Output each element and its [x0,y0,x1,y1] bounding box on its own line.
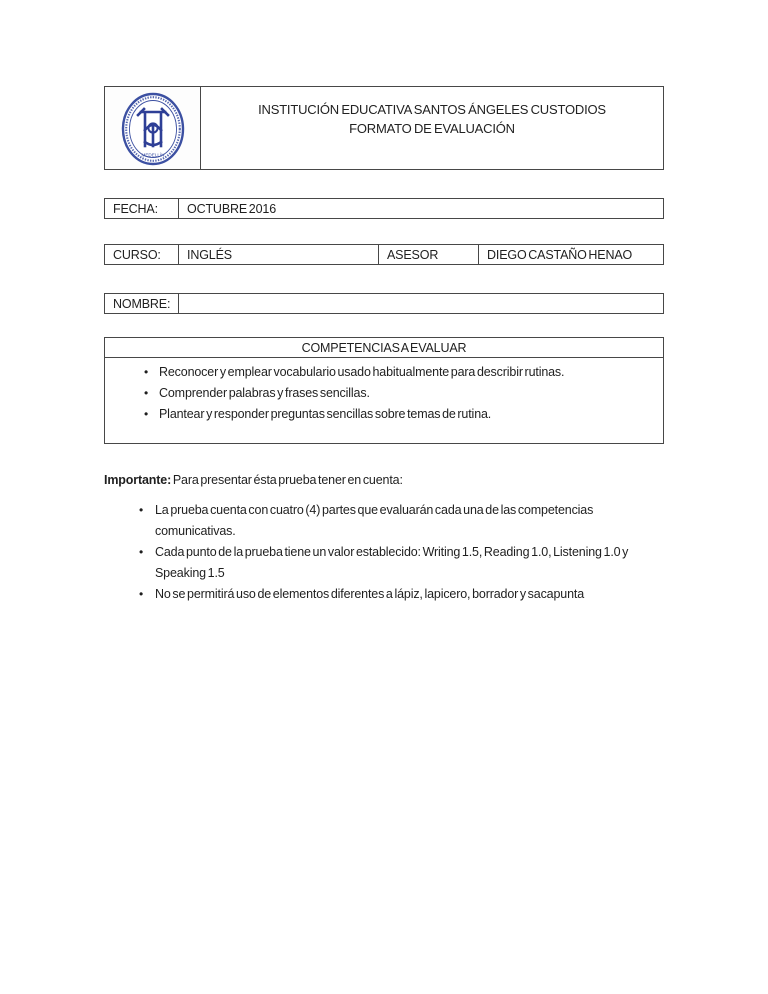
curso-value: INGLÉS [179,245,379,264]
importante-list [104,500,666,605]
nombre-table [104,293,664,314]
competencias-table [104,337,664,444]
instruction-text: Cada punto de la prueba tiene un valor establecido: Writing 1.5, Reading 1.0, Listening 1.0 y Speaking 1.5 [155,545,629,580]
seal-city-text: MEDELLÍN [141,152,164,158]
list-item [135,383,653,404]
asesor-label: ASESOR [379,245,479,264]
document-type: FORMATO DE EVALUACIÓN [349,121,515,136]
asesor-value: DIEGO CASTAÑO HENAO [487,247,633,262]
instruction-text: La prueba cuenta con cuatro (4) partes que evaluarán cada una de las competencias comunicativas. [155,503,594,538]
importante-label: Importante: [104,473,172,487]
instruction-text: No se permitirá uso de elementos diferentes a lápiz, lapicero, borrador y sacapunta [155,587,585,601]
bullet-icon [135,362,157,383]
logo-cell [105,87,201,169]
list-item [130,500,666,542]
list-item [135,404,653,425]
institution-name: INSTITUCIÓN EDUCATIVA SANTOS ÁNGELES CUSTODIOS [258,102,606,117]
list-item [130,542,666,584]
bullet-icon [130,584,152,605]
importante-paragraph [104,470,664,491]
list-item [130,584,666,605]
nombre-input-area[interactable] [179,294,663,313]
competencia-text: Plantear y responder preguntas sencillas sobre temas de rutina. [159,407,492,421]
curso-label: CURSO: [105,245,179,264]
school-seal-icon [114,90,192,168]
competencia-text: Comprender palabras y frases sencillas. [159,386,370,400]
importante-intro: Para presentar ésta prueba tener en cuenta: [171,473,403,487]
fecha-table [104,198,664,219]
fecha-value: OCTUBRE 2016 [187,201,276,216]
nombre-label: NOMBRE: [105,294,179,313]
header-table [104,86,664,170]
competencia-text: Reconocer y emplear vocabulario usado habitualmente para describir rutinas. [159,365,565,379]
header-title-cell [201,87,663,169]
bullet-icon [130,542,152,584]
list-item [135,362,653,383]
competencias-list [105,358,663,425]
curso-table [104,244,664,265]
competencias-title: COMPETENCIAS A EVALUAR [105,338,663,358]
bullet-icon [135,383,157,404]
bullet-icon [130,500,152,542]
bullet-icon [135,404,157,425]
fecha-label: FECHA: [105,199,179,218]
